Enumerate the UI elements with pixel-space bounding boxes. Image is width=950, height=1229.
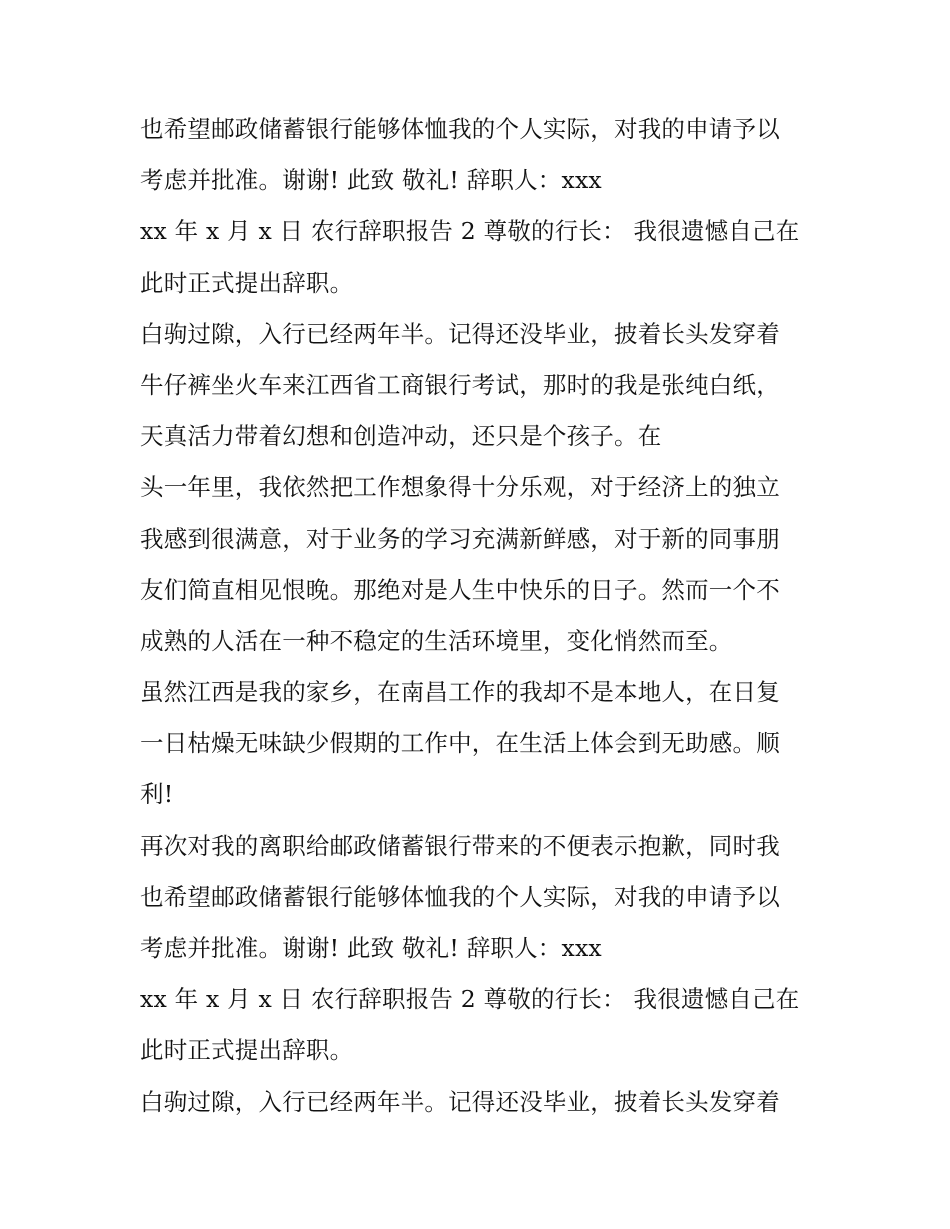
text-line: 此时正式提出辞职。 xyxy=(140,1036,354,1065)
text-line: 天真活力带着幻想和创造冲动，还只是个孩子。在 xyxy=(140,422,662,451)
text-line: 友们简直相见恨晚。那绝对是人生中快乐的日子。然而一个不 xyxy=(140,575,780,604)
text-line: 考虑并批准。谢谢! 此致 敬礼! 辞职人：xxx xyxy=(140,934,602,962)
text-line: 此时正式提出辞职。 xyxy=(140,268,354,297)
text-line: xx 年 x 月 x 日 农行辞职报告 2 尊敬的行长： 我很遗憾自己在 xyxy=(140,217,800,246)
text-line: xx 年 x 月 x 日 农行辞职报告 2 尊敬的行长： 我很遗憾自己在 xyxy=(140,985,800,1014)
document-body xyxy=(140,104,820,1128)
text-line: 利! xyxy=(140,780,174,809)
text-line: 再次对我的离职给邮政储蓄银行带来的不便表示抱歉，同时我 xyxy=(140,831,780,860)
text-line: 一日枯燥无味缺少假期的工作中，在生活上体会到无助感。顺 xyxy=(140,729,780,758)
text-line: 也希望邮政储蓄银行能够体恤我的个人实际，对我的申请予以 xyxy=(140,115,780,143)
text-line: 也希望邮政储蓄银行能够体恤我的个人实际，对我的申请予以 xyxy=(140,882,780,911)
text-line: 白驹过隙，入行已经两年半。记得还没毕业，披着长头发穿着 xyxy=(140,1087,780,1116)
text-line: 白驹过隙，入行已经两年半。记得还没毕业，披着长头发穿着 xyxy=(140,319,780,348)
text-line: 成熟的人活在一种不稳定的生活环境里，变化悄然而至。 xyxy=(140,626,733,655)
text-line: 虽然江西是我的家乡，在南昌工作的我却不是本地人，在日复 xyxy=(140,678,780,707)
text-line: 头一年里，我依然把工作想象得十分乐观，对于经济上的独立 xyxy=(140,473,780,502)
text-line: 牛仔裤坐火车来江西省工商银行考试，那时的我是张纯白纸， xyxy=(140,370,780,399)
text-line: 我感到很满意，对于业务的学习充满新鲜感，对于新的同事朋 xyxy=(140,524,780,553)
text-line: 考虑并批准。谢谢! 此致 敬礼! 辞职人：xxx xyxy=(140,166,602,195)
